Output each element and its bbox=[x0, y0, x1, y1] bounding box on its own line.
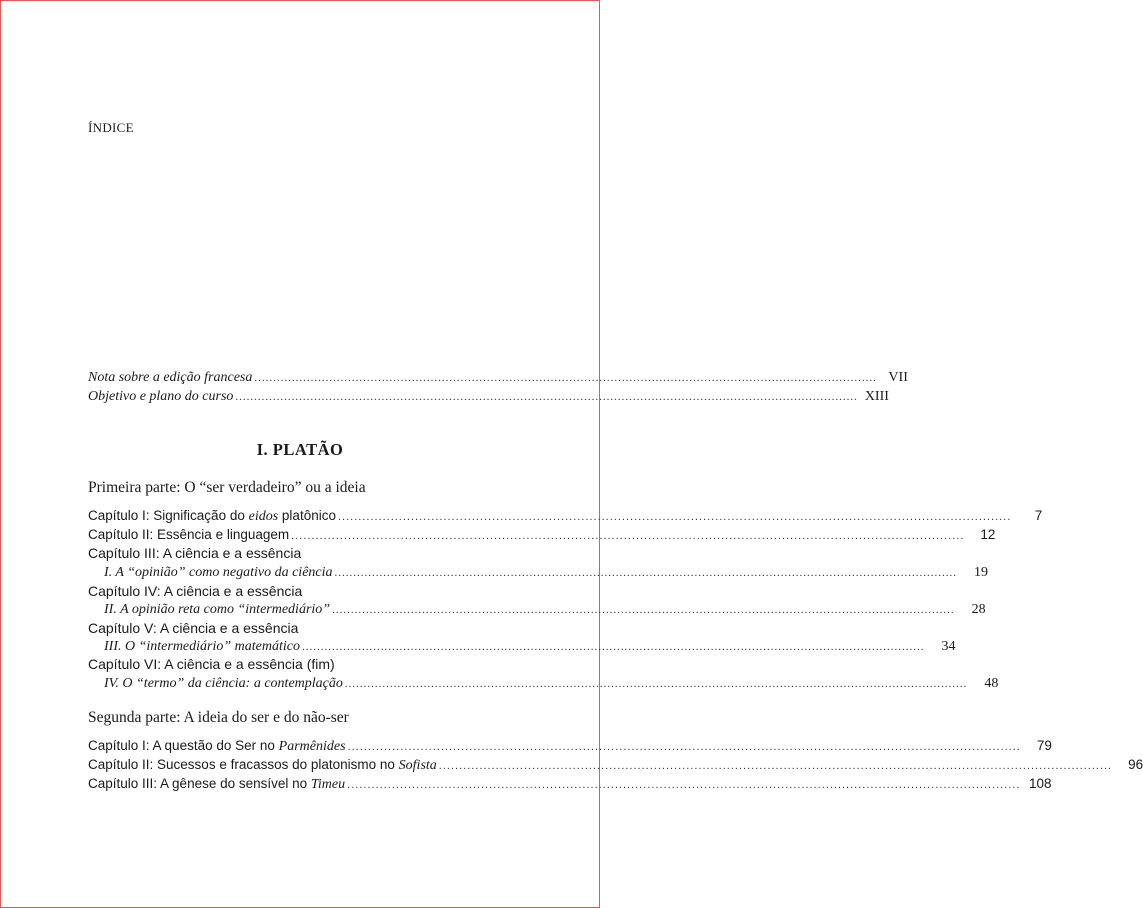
toc-entry-p1-ch4[interactable] bbox=[88, 600, 986, 620]
toc-page-number: 34 bbox=[941, 639, 956, 654]
toc-page-number: 12 bbox=[980, 527, 996, 542]
toc-chapter-heading: Capítulo IV: A ciência e a essência bbox=[88, 583, 303, 599]
toc-entry-p2-ch2[interactable] bbox=[88, 755, 1143, 776]
toc-chapter-heading: Capítulo V: A ciência e a essência bbox=[88, 620, 299, 636]
toc-entry-label: Capítulo III: A gênese do sensível no Timeu bbox=[88, 776, 346, 792]
toc-entry-p1-ch3[interactable] bbox=[88, 563, 989, 583]
section-title: I. PLATÃO bbox=[256, 440, 344, 459]
toc-entry-label: Nota sobre a edição francesa bbox=[88, 370, 253, 385]
toc-entry-p1-ch2[interactable] bbox=[88, 525, 996, 546]
toc-page-number: 96 bbox=[1128, 757, 1143, 772]
toc-entry-label: II. A opinião reta como “intermediário” bbox=[104, 602, 331, 617]
part-title-1: Primeira parte: O “ser verdadeiro” ou a ideia bbox=[88, 479, 366, 496]
toc-page-number: 19 bbox=[974, 565, 989, 580]
leader-dots bbox=[345, 675, 968, 694]
toc-entry-label: Capítulo I: Significação do eidos platônico bbox=[88, 508, 336, 524]
toc-entry-objetivo[interactable] bbox=[88, 387, 889, 407]
toc-page-number: 48 bbox=[984, 676, 999, 691]
toc-entry-label: Capítulo II: Sucessos e fracassos do platonismo no Sofista bbox=[88, 757, 437, 773]
toc-entry-label: Capítulo II: Essência e linguagem bbox=[88, 527, 290, 542]
toc-entry-label: Objetivo e plano do curso bbox=[88, 389, 234, 404]
toc-entry-p1-ch1[interactable] bbox=[88, 506, 1043, 527]
toc-entry-p1-ch5[interactable] bbox=[88, 637, 956, 657]
toc-page-number: 7 bbox=[1034, 508, 1043, 523]
toc-page-number: XIII bbox=[864, 389, 889, 404]
toc-entry-label: IV. O “termo” da ciência: a contemplação bbox=[104, 676, 343, 691]
toc-entry-p1-ch6[interactable] bbox=[88, 674, 999, 694]
leader-dots bbox=[254, 369, 877, 388]
toc-page-number: 28 bbox=[971, 602, 986, 617]
leader-dots bbox=[347, 776, 1020, 795]
toc-chapter-heading: Capítulo VI: A ciência e a essência (fim) bbox=[88, 656, 335, 672]
toc-entry-nota[interactable] bbox=[88, 368, 908, 388]
toc-entry-label: I. A “opinião” como negativo da ciência bbox=[104, 565, 333, 580]
toc-page-number: 108 bbox=[1028, 776, 1052, 791]
leader-dots bbox=[291, 527, 964, 546]
toc-entry-label: III. O “intermediário” matemático bbox=[104, 639, 300, 654]
leader-dots bbox=[332, 601, 955, 620]
leader-dots bbox=[335, 564, 958, 583]
page-title: ÍNDICE bbox=[88, 120, 134, 135]
toc-page-number: 79 bbox=[1036, 738, 1052, 753]
toc-chapter-heading: Capítulo III: A ciência e a essência bbox=[88, 545, 302, 561]
toc-entry-p2-ch3[interactable] bbox=[88, 774, 1052, 795]
leader-dots bbox=[235, 388, 858, 407]
part-title-2: Segunda parte: A ideia do ser e do não-ser bbox=[88, 709, 349, 726]
toc-page-number: VII bbox=[888, 370, 908, 385]
toc-entry-label: Capítulo I: A questão do Ser no Parmênides bbox=[88, 738, 346, 754]
toc-entry-p2-ch1[interactable] bbox=[88, 736, 1052, 757]
leader-dots bbox=[302, 638, 925, 657]
leader-dots bbox=[439, 757, 1112, 776]
